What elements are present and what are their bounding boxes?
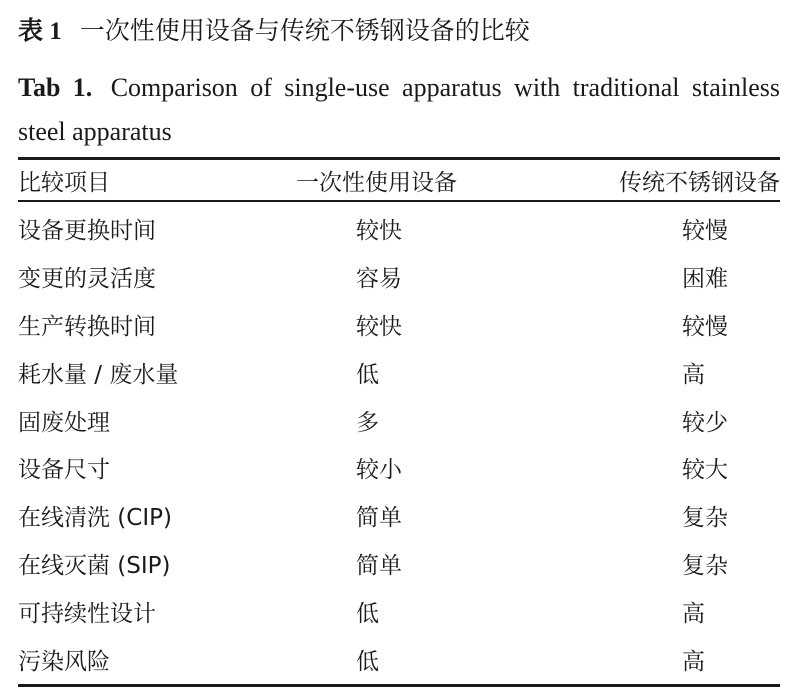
table-row: [18, 540, 780, 588]
stainless-steel-value: 高: [682, 600, 705, 627]
row-label: 变更的灵活度: [18, 266, 156, 293]
table-number-chinese: 表 1: [18, 18, 62, 45]
table-caption-english: [18, 66, 780, 154]
single-use-value: 低: [356, 600, 379, 627]
comparison-table: [18, 160, 780, 683]
table-title-chinese: 一次性使用设备与传统不锈钢设备的比较: [79, 16, 530, 45]
single-use-value: 较快: [356, 218, 402, 245]
row-label: 设备尺寸: [18, 457, 110, 484]
table-number-english: Tab 1.: [18, 73, 93, 102]
stainless-steel-value: 较慢: [682, 218, 728, 245]
stainless-steel-value: 高: [682, 648, 705, 675]
table-row: [18, 587, 780, 635]
row-label: 可持续性设计: [18, 600, 156, 627]
table-row: [18, 635, 780, 683]
table-caption-chinese: [18, 14, 530, 49]
stainless-steel-value: 复杂: [682, 552, 728, 579]
single-use-value: 多: [356, 409, 379, 436]
table-header: [18, 160, 780, 200]
table-title-english: Comparison of single-use apparatus with traditional stainless steel apparatus: [18, 73, 781, 146]
table-row: [18, 200, 780, 253]
single-use-value: 较小: [356, 457, 402, 484]
stainless-steel-value: 较少: [682, 409, 728, 436]
table-row: [18, 492, 780, 540]
stainless-steel-value: 复杂: [682, 505, 728, 532]
stainless-steel-value: 较慢: [682, 313, 728, 340]
table-row: [18, 253, 780, 301]
row-label: 固废处理: [18, 409, 110, 436]
row-label: 生产转换时间: [18, 313, 156, 340]
single-use-value: 简单: [356, 552, 402, 579]
single-use-value: 较快: [356, 313, 402, 340]
single-use-value: 低: [356, 648, 379, 675]
single-use-value: 简单: [356, 505, 402, 532]
table-row: [18, 301, 780, 349]
row-label: 在线清洗 (CIP): [18, 505, 172, 532]
table-bottom-rule: [18, 684, 780, 687]
single-use-value: 容易: [356, 266, 402, 293]
column-header-item: 比较项目: [18, 169, 110, 196]
column-header-single-use: 一次性使用设备: [296, 169, 457, 196]
table-row: [18, 396, 780, 444]
table-body: [18, 200, 780, 683]
stainless-steel-value: 高: [682, 361, 705, 388]
row-label: 耗水量 / 废水量: [18, 361, 179, 388]
table-row: [18, 348, 780, 396]
row-label: 污染风险: [18, 648, 110, 675]
stainless-steel-value: 较大: [682, 457, 728, 484]
header-row: [18, 160, 780, 200]
table-row: [18, 444, 780, 492]
column-header-stainless-steel: 传统不锈钢设备: [619, 169, 780, 196]
single-use-value: 低: [356, 361, 379, 388]
row-label: 设备更换时间: [18, 218, 156, 245]
stainless-steel-value: 困难: [682, 266, 728, 293]
row-label: 在线灭菌 (SIP): [18, 552, 171, 579]
